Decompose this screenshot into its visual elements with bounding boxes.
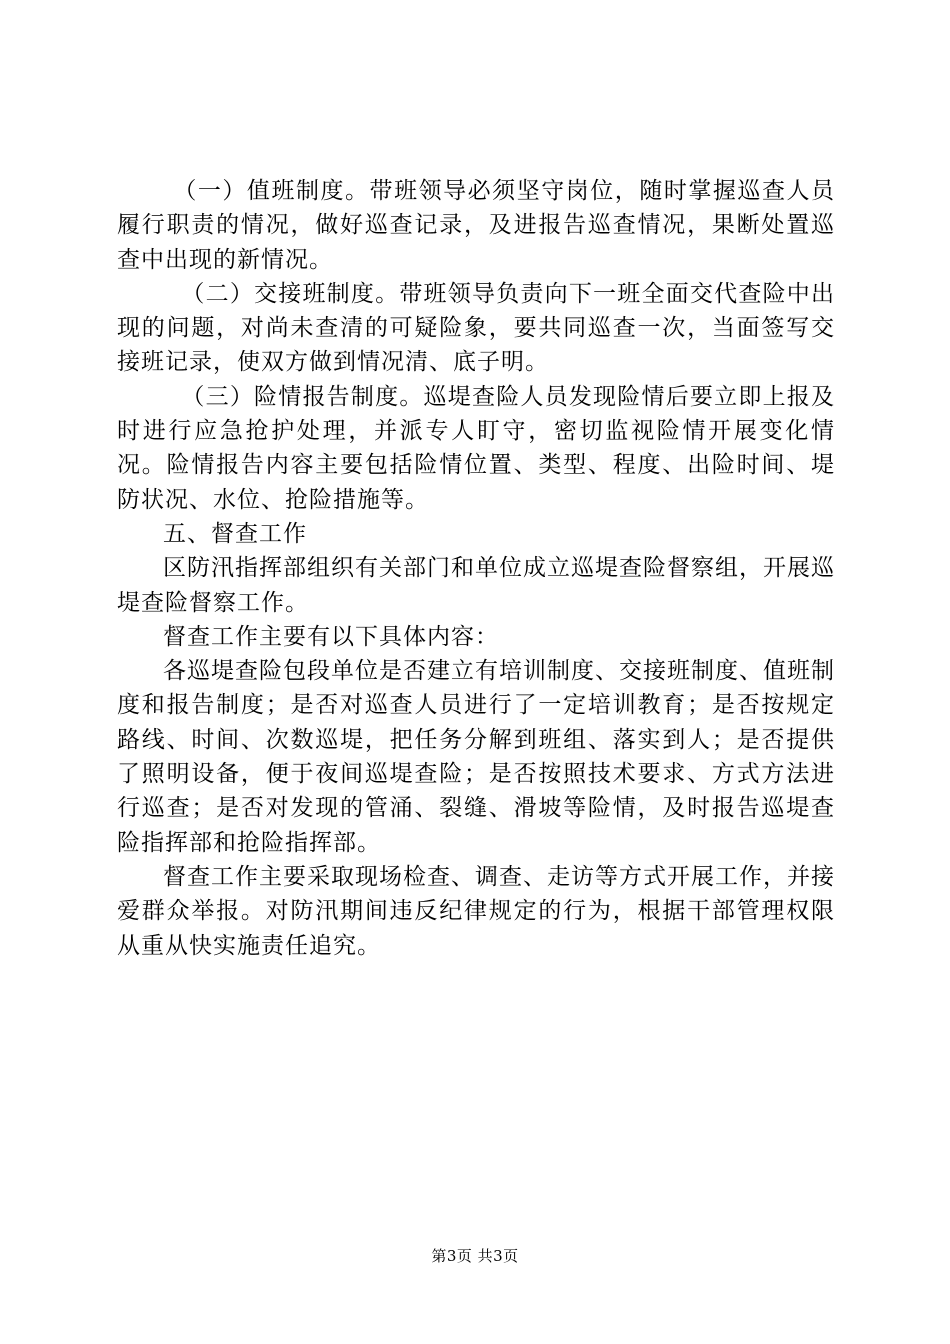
paragraph-supervision-intro: 督查工作主要有以下具体内容： [163, 623, 499, 650]
document-body [117, 174, 835, 963]
paragraph-supervision-group: 区防汛指挥部组织有关部门和单位成立巡堤查险督察组，开展巡堤查险督察工作。 [117, 555, 835, 616]
section-heading-supervision: 五、督查工作 [163, 520, 307, 547]
page-number-footer: 第3页 共3页 [431, 1247, 519, 1265]
paragraph-supervision-methods: 督查工作主要采取现场检查、调查、走访等方式开展工作，并接爱群众举报。对防汛期间违反纪律规定的行为，根据干部管理权限从重从快实施责任追究。 [117, 863, 835, 959]
paragraph-duty-system: （一）值班制度。带班领导必须坚守岗位，随时掌握巡查人员履行职责的情况，做好巡查记录，及进报告巡查情况，果断处置巡查中出现的新情况。 [117, 178, 835, 273]
paragraph-supervision-items: 各巡堤查险包段单位是否建立有培训制度、交接班制度、值班制度和报告制度；是否对巡查人员进行了一定培训教育；是否按规定路线、时间、次数巡堤，把任务分解到班组、落实到人；是否提供了照明设备，便于夜间巡堤查险；是否按照技术要求、方式方法进行巡查；是否对发现的管涌、裂缝、滑坡等险情，及时报告巡堤查险指挥部和抢险指挥部。 [117, 658, 835, 856]
paragraph-shift-handover-system: （二）交接班制度。带班领导负责向下一班全面交代查险中出现的问题，对尚未查清的可疑险象，要共同巡查一次，当面签写交接班记录，使双方做到情况清、底子明。 [117, 280, 835, 376]
paragraph-danger-report-system: （三）险情报告制度。巡堤查险人员发现险情后要立即上报及时进行应急抢护处理，并派专人盯守，密切监视险情开展变化情况。险情报告内容主要包括险情位置、类型、程度、出险时间、堤防状况、水位、抢险措施等。 [117, 383, 835, 513]
